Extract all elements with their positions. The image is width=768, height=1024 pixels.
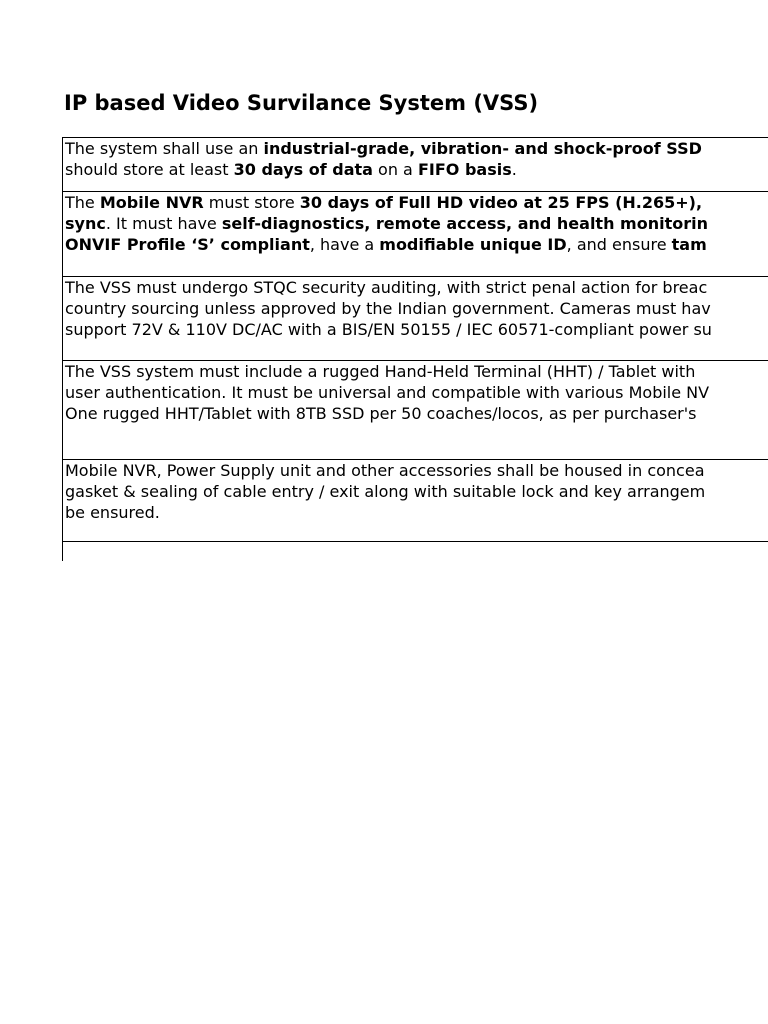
table-cell xyxy=(65,460,705,523)
text-run: . xyxy=(511,160,517,179)
cell-line xyxy=(65,502,705,523)
text-run: , have a xyxy=(309,235,380,254)
cell-line xyxy=(65,234,708,255)
text-run: be ensured. xyxy=(65,503,160,522)
table-row xyxy=(63,460,768,542)
text-run: The system shall use an xyxy=(65,139,264,158)
text-run: The xyxy=(65,193,100,212)
page-title: IP based Video Survilance System (VSS) xyxy=(64,91,539,115)
text-run: country sourcing unless approved by the Indian government. Cameras must hav xyxy=(65,299,711,318)
cell-line xyxy=(65,213,708,234)
cell-line xyxy=(65,192,708,213)
bold-text: modifiable unique ID xyxy=(379,235,567,254)
bold-text: 30 days of data xyxy=(233,160,373,179)
table-row xyxy=(63,277,768,361)
cell-line xyxy=(65,403,709,424)
cell-line xyxy=(65,277,712,298)
text-run: should store at least xyxy=(65,160,234,179)
cell-line xyxy=(65,382,709,403)
text-run: . It must have xyxy=(105,214,222,233)
table-row-empty xyxy=(63,542,768,562)
bold-text: self-diagnostics, remote access, and health monitorin xyxy=(221,214,708,233)
text-run: on a xyxy=(372,160,418,179)
bold-text: tam xyxy=(671,235,707,254)
cell-line xyxy=(65,460,705,481)
cell-line xyxy=(65,319,712,340)
bold-text: Mobile NVR xyxy=(99,193,204,212)
bold-text: 30 days of Full HD video at 25 FPS (H.265+), xyxy=(299,193,703,212)
table-row xyxy=(63,192,768,277)
cell-line xyxy=(65,361,709,382)
text-run: must store xyxy=(203,193,300,212)
table-row xyxy=(63,138,768,192)
text-run: support 72V & 110V DC/AC with a BIS/EN 50155 / IEC 60571-compliant power su xyxy=(65,320,712,339)
table-cell xyxy=(65,277,712,340)
bold-text: FIFO basis xyxy=(417,160,512,179)
cell-line xyxy=(65,298,712,319)
text-run: The VSS system must include a rugged Hand-Held Terminal (HHT) / Tablet with xyxy=(65,362,696,381)
text-run: One rugged HHT/Tablet with 8TB SSD per 50 coaches/locos, as per purchaser's xyxy=(65,404,697,423)
bold-text: sync xyxy=(65,214,106,233)
text-run: gasket & sealing of cable entry / exit along with suitable lock and key arrangem xyxy=(65,482,706,501)
bold-text: industrial-grade, vibration- and shock-proof SSD xyxy=(263,139,702,158)
bold-text: ONVIF Profile ‘S’ compliant xyxy=(65,235,310,254)
text-run: , and ensure xyxy=(566,235,672,254)
text-run: Mobile NVR, Power Supply unit and other accessories shall be housed in concea xyxy=(65,461,705,480)
cell-line xyxy=(65,481,705,502)
text-run: user authentication. It must be universal and compatible with various Mobile NV xyxy=(65,383,710,402)
table-cell xyxy=(65,138,702,180)
table-cell xyxy=(65,361,709,424)
table-cell xyxy=(65,192,708,255)
cell-line xyxy=(65,138,702,159)
requirements-table xyxy=(62,137,768,561)
table-row xyxy=(63,361,768,460)
text-run: The VSS must undergo STQC security auditing, with strict penal action for breac xyxy=(65,278,708,297)
cell-line xyxy=(65,159,702,180)
